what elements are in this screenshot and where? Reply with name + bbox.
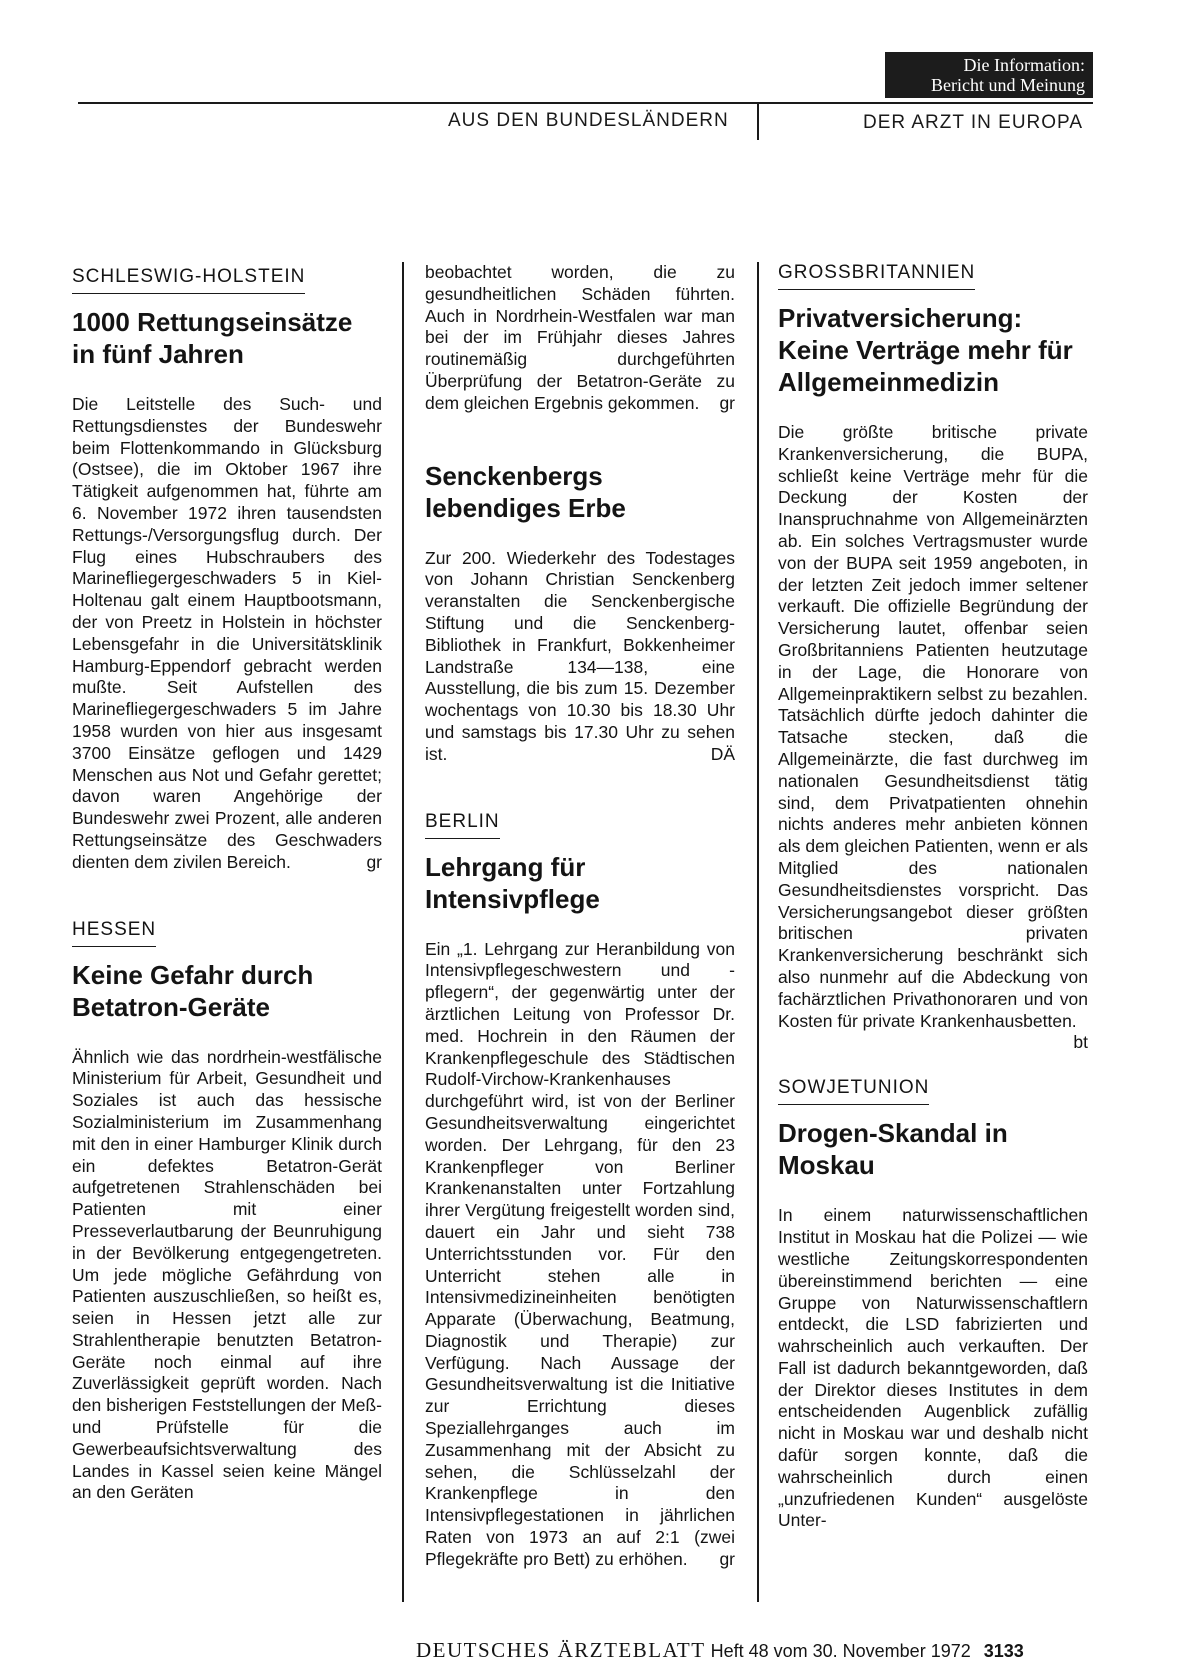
article-headline: Keine Gefahr durch Betatron-Geräte (72, 959, 314, 1022)
article-signature: DÄ (710, 743, 735, 764)
article-headline: Lehrgang für Intensivpflege (425, 851, 600, 914)
article-category: GROSSBRITANNIEN (778, 262, 975, 290)
article-signature: gr (366, 851, 382, 872)
page-footer (416, 1638, 1024, 1663)
article-category: HESSEN (72, 919, 156, 947)
article-category: SOWJETUNION (778, 1077, 929, 1105)
article-category: BERLIN (425, 811, 500, 839)
header-rule (78, 102, 1093, 104)
article-senckenberg (425, 460, 735, 766)
article-schleswig-holstein (72, 266, 382, 874)
badge-line-2: Bericht und Meinung (931, 75, 1085, 95)
article-grossbritannien (778, 262, 1088, 1053)
column-2 (425, 262, 735, 1571)
article-hessen-continued (425, 262, 735, 415)
article-hessen (72, 919, 382, 1505)
magazine-name: DEUTSCHES ÄRZTEBLATT (416, 1638, 706, 1662)
article-headline: Drogen-Skandal in Moskau (778, 1118, 1008, 1181)
article-body: beobachtet worden, die zu gesundheitlichen Schäden führten. Auch in Nordrhein-Westfalen war man bei der im Frühjahr dieses Jahres routinemäßig durchgeführten Überprüfung der Betatron-Geräte zu dem gleichen Ergebnis gekommen. gr (425, 262, 735, 413)
header-divider (757, 102, 759, 140)
section-badge (885, 52, 1093, 98)
article-headline: Privatversicherung: Keine Verträge mehr für Allgemeinmedizin (778, 303, 1073, 397)
article-signature: gr (719, 1548, 735, 1569)
article-body: In einem naturwissenschaftlichen Institut in Moskau hat die Polizei — wie westliche Zeitungskorrespondenten übereinstimmend berichten — eine Gruppe von Naturwissenschaftlern entdeckt, die LSD fabrizierten und wahrscheinlich auch verkauften. Der Fall ist dadurch bekanntgeworden, daß der Direktor dieses Institutes in dem entscheidenden Augenblick zufällig nicht in Moskau war und deshalb nicht dafür sorgen konnte, daß die wahrscheinlich durch einen „unzufriedenen Kunden“ ausgelöste Unter- (778, 1205, 1088, 1531)
article-berlin (425, 811, 735, 1571)
badge-line-1: Die Information: (963, 55, 1085, 75)
article-body: Die größte britische private Krankenversicherung, die BUPA, schließt keine Verträge mehr für die Deckung der Kosten der Inanspruchnahme von Allgemeinärzten ab. Ein solches Vertragsmuster wurde von der BUPA seit 1959 angeboten, in der letzten Zeit jedoch immer seltener verkauft. Die offizielle Begründung der Versicherung lautet, offenbar seien Großbritanniens Patienten heutzutage in der Lage, die Honorare von Allgemeinpraktikern selbst zu bezahlen. Tatsächlich dürfte jedoch dahinter die Tatsache stecken, daß die Allgemeinärzte, die fast durchweg im nationalen Gesundheitsdienst tätig sind, dem Privatpatienten ohnehin nichts anderes mehr anbieten können als dem gleichen Patienten, wenn er als Mitglied des nationalen Gesundheitsdienstes vorspricht. Das Versicherungsangebot dieser größten britischen privaten Krankenversicherung beschränkt sich also nunmehr auf die Abdeckung von fachärztlichen Privathonoraren und von Kosten für private Krankenhausbetten. bt (778, 422, 1088, 1053)
article-body: Die Leitstelle des Such- und Rettungsdienstes der Bundeswehr beim Flottenkommando in Glücksburg (Ostsee), die im Oktober 1967 ihre Tätigkeit aufgenommen hat, führte am 6. November 1972 ihren tausendsten Rettungs-/Versorgungsflug durch. Der Flug eines Hubschraubers des Marinefliegergeschwaders 5 in Kiel-Holtenau galt einem Hauptbootsmann, der von Preetz in Holstein in höchster Lebensgefahr in die Universitätsklinik Hamburg-Eppendorf gebracht werden mußte. Seit Aufstellen des Marinefliegergeschwaders 5 im Jahre 1958 wurden von hier aus insgesamt 3700 Einsätze geflogen und 1429 Menschen aus Not und Gefahr gerettet; davon waren Angehörige der Bundeswehr zwei Prozent, alle anderen Rettungseinsätze des Geschwaders dienten dem zivilen Bereich. gr (72, 394, 382, 872)
article-body: Zur 200. Wiederkehr des Todestages von Johann Christian Senckenberg veranstalten die Senckenbergische Stiftung und die Senckenberg-Bibliothek in Frankfurt, Bokkenheimer Landstraße 134—138, eine Ausstellung, die bis zum 15. Dezember wochentags von 10.30 bis 18.30 Uhr und samstags bis 17.30 Uhr zu sehen ist. DÄ (425, 547, 735, 764)
section-head-right: DER ARZT IN EUROPA (863, 112, 1083, 133)
column-1 (72, 266, 382, 1504)
article-body: Ähnlich wie das nordrhein-westfälische Ministerium für Arbeit, Gesundheit und Soziales ist auch das hessische Sozialministerium im Zusammenhang mit den in einer Hamburger Klinik durch ein defektes Betatron-Gerät aufgetretenen Strahlenschäden bei Patienten mit einer Presseverlautbarung der Beunruhigung in der Bevölkerung entgegengetreten. Um jede mögliche Gefährdung von Patienten auszuschließen, so heißt es, seien in Hessen jetzt alle zur Strahlentherapie benutzten Betatron-Geräte noch einmal auf ihre Zuverlässigkeit geprüft worden. Nach den bisherigen Feststellungen der Meß- und Prüfstelle für die Gewerbeaufsichtsverwaltung des Landes in Kassel seien keine Mängel an den Geräten (72, 1046, 382, 1503)
article-body: Ein „1. Lehrgang zur Heranbildung von Intensivpflegeschwestern und -pflegern“, der gegenwärtig unter der ärztlichen Leitung von Professor Dr. med. Hochrein in den Räumen der Krankenpflegeschule des Städtischen Rudolf-Virchow-Krankenhauses durchgeführt wird, ist von der Berliner Gesundheitsverwaltung eingerichtet worden. Der Lehrgang, für den 23 Krankenpfleger von Berliner Krankenanstalten unter Fortzahlung ihrer Vergütung freigestellt worden sind, dauert ein Jahr und sieht 738 Unterrichtsstunden vor. Für den Unterricht stehen alle in Intensivmedizineinheiten benötigten Apparate (Überwachung, Beatmung, Diagnostik und Therapie) zur Verfügung. Nach Aussage der Gesundheitsverwaltung ist die Initiative zur Errichtung dieses Speziallehrganges auch im Zusammenhang mit der Absicht zu sehen, die Schlüsselzahl der Krankenpflege in den Intensivpflegestationen in jährlichen Raten von 1973 an auf 2:1 (zwei Pflegekräfte pro Bett) zu erhöhen. gr (425, 938, 735, 1569)
column-3 (778, 262, 1088, 1532)
column-divider-2 (757, 262, 759, 1602)
column-divider-1 (402, 262, 404, 1602)
article-category: SCHLESWIG-HOLSTEIN (72, 266, 305, 294)
article-signature: gr (719, 392, 735, 413)
section-head-left: AUS DEN BUNDESLÄNDERN (448, 110, 729, 131)
article-headline: Senckenbergs lebendiges Erbe (425, 460, 626, 523)
article-sowjetunion (778, 1077, 1088, 1532)
article-signature: bt (1073, 1032, 1088, 1053)
page-number: 3133 (983, 1641, 1024, 1661)
article-headline: 1000 Rettungseinsätze in fünf Jahren (72, 307, 353, 369)
issue-info: Heft 48 vom 30. November 1972 (710, 1641, 971, 1661)
